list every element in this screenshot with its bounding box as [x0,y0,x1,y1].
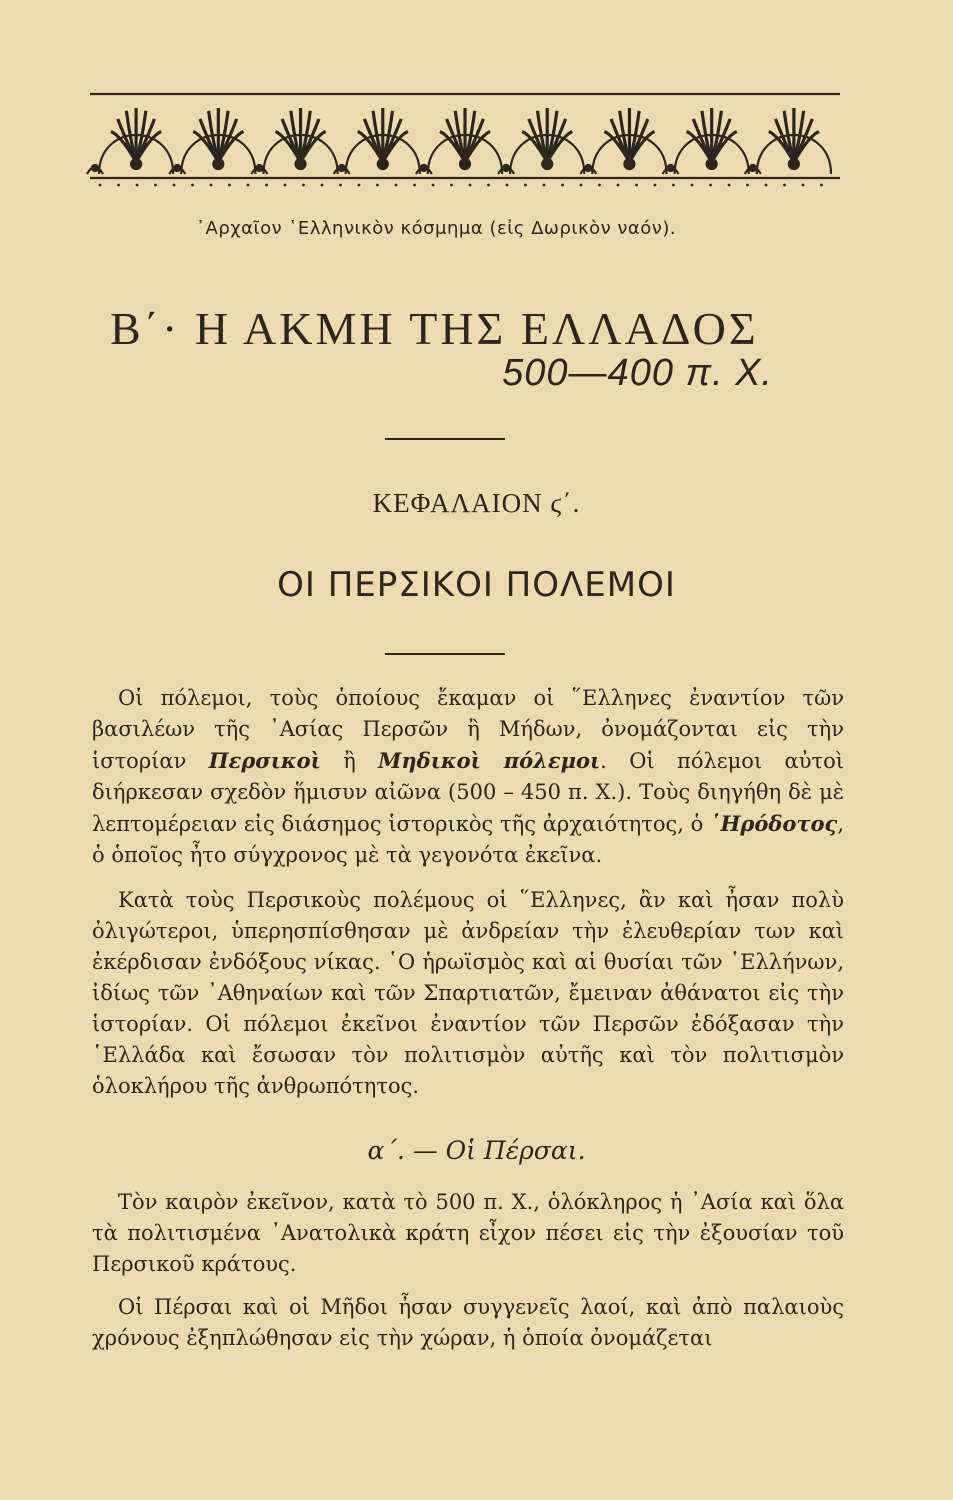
paragraph-intro: Οἱ πόλεμοι, τοὺς ὁποίους ἔκαμαν οἱ ῞Ελληνες ἐναντίον τῶν βασιλέων τῆς ᾿Ασίας Περσῶν ἢ Μήδων, ὀνομάζονται εἰς τὴν ἱστορίαν Περσικοὶ ἢ Μηδικοὶ πόλεμοι. Οἱ πόλεμοι αὐτοὶ διήρκεσαν σχεδὸν ἥμισυν αἰῶνα (500 – 450 π. Χ.). Τοὺς διηγήθη δὲ μὲ λεπτομέρειαν εἰς διάσημος ἱστορικὸς τῆς ἀρχαιότητος, ὁ ῾Ηρόδοτος, ὁ ὁποῖος ἦτο σύγχρονος μὲ τὰ γεγονότα ἐκεῖνα. [92,686,844,867]
section-heading: α΄. — Οἱ Πέρσαι. [367,1136,586,1165]
name-herodotus: ῾Ηρόδοτος [710,811,838,836]
palmette-frieze-icon [80,82,850,192]
term-median-wars: Μηδικοὶ πόλεμοι [378,748,601,773]
paragraph-greek-victories: Κατὰ τοὺς Περσικοὺς πολέμους οἱ ῞Ελληνες, ἂν καὶ ἦσαν πολὺ ὀλιγώτεροι, ὑπερησπίσθησαν μὲ ἀνδρείαν τὴν ἐλευθερίαν των καὶ ἐκέρδισαν ἐνδόξους νίκας. ῾Ο ἡρωϊσμὸς καὶ αἱ θυσίαι τῶν ῾Ελλήνων, ἰδίως τῶν ᾿Αθηναίων καὶ τῶν Σπαρτιατῶν, ἔμειναν ἀθάνατοι εἰς τὴν ἱστορίαν. Οἱ πόλεμοι ἐκεῖνοι ἐναντίον τῶν Περσῶν ἐδόξασαν τὴν ῾Ελλάδα καὶ ἔσωσαν τὸν πολιτισμὸν αὐτῆς καὶ τὸν πολιτισμὸν ὁλοκλήρου τῆς ἀνθρωπότητος. [92,888,844,1098]
chapter-number: ΚΕΦΑΛΑΙΟΝ ϛ΄. [372,488,581,518]
divider-rule [385,653,505,655]
paragraph-persian-empire: Τὸν καιρὸν ἐκεῖνον, κατὰ τὸ 500 π. Χ., ὁλόκληρος ἡ ᾿Ασία καὶ ὅλα τὰ πολιτισμένα ᾿Ανατολικὰ κράτη εἶχον πέσει εἰς τὴν ἐξουσίαν τοῦ Περσικοῦ κράτους. [92,1190,844,1276]
period-dates: 500—400 π. Χ. [502,352,773,394]
paragraph-persians-medes: Οἱ Πέρσαι καὶ οἱ Μῆδοι ἦσαν συγγενεῖς λαοί, καὶ ἀπὸ παλαιοὺς χρόνους ἐξηπλώθησαν εἰς τὴν χώραν, ἡ ὁποία ὀνομάζεται [92,1295,844,1350]
part-title: Β΄· Η ΑΚΜΗ ΤΗΣ ΕΛΛΑΔΟΣ [110,303,759,354]
ornament-caption: ᾿Αρχαῖον ῾Ελληνικὸν κόσμημα (εἰς Δωρικὸν ναόν). [196,218,677,239]
term-persian-wars: Περσικοὶ [208,748,321,773]
divider-rule [385,438,505,440]
chapter-title: ΟΙ ΠΕΡΣΙΚΟΙ ΠΟΛΕΜΟΙ [277,565,676,605]
